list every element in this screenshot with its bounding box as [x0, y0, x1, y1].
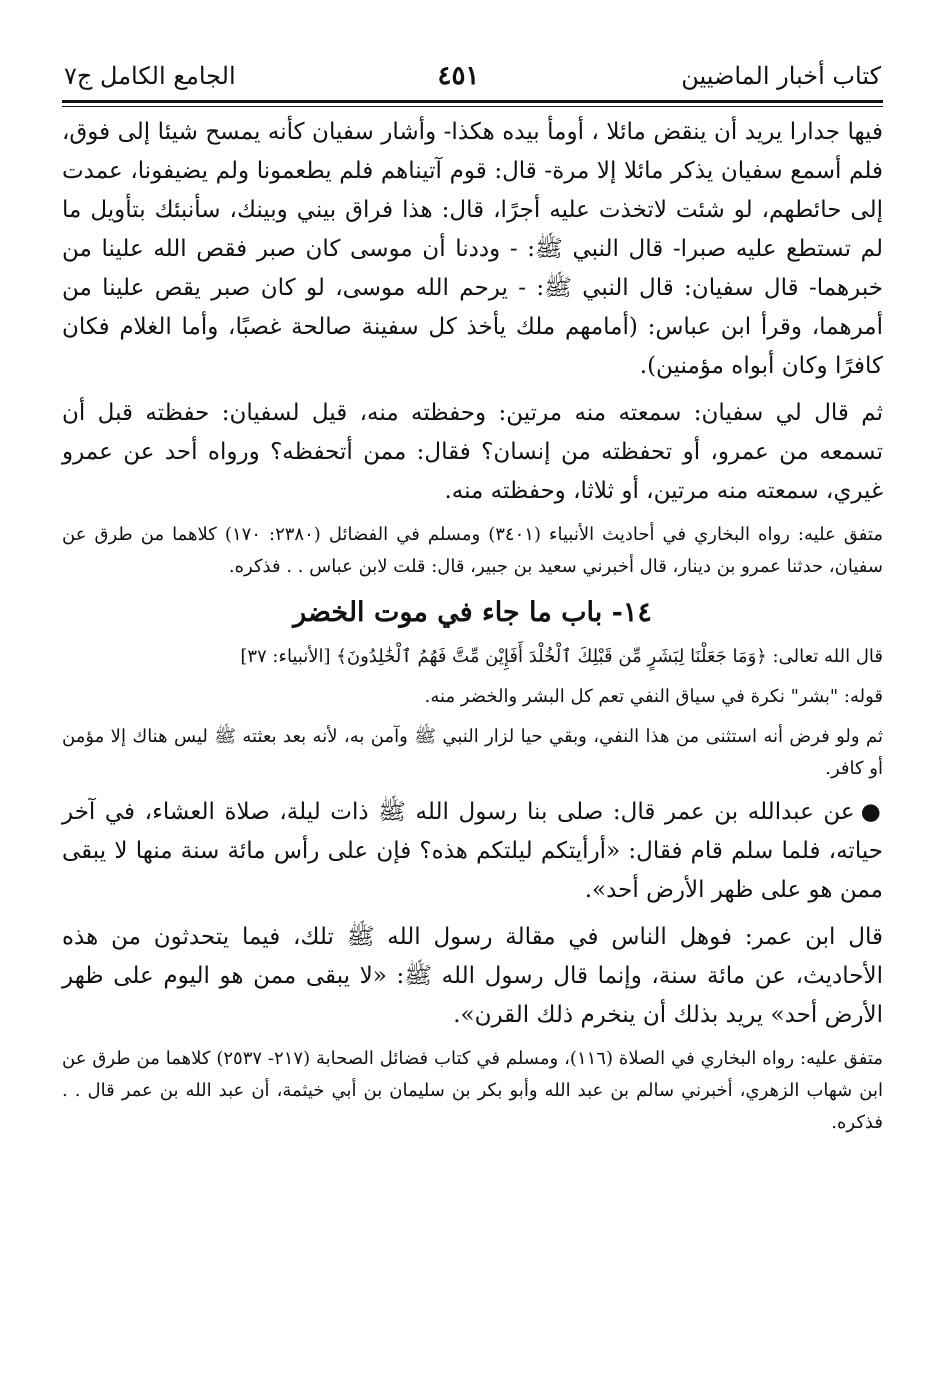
running-title-right: كتاب أخبار الماضيين	[681, 62, 881, 90]
bullet-icon: ●	[860, 799, 883, 825]
chapter-heading: ١٤- باب ما جاء في موت الخضر	[293, 597, 652, 628]
running-title-left: الجامع الكامل ج٧	[64, 62, 236, 90]
commentary-2: ثم ولو فرض أنه استثنى من هذا النفي، وبقي حيا لزار النبي ﷺ وآمن به، لأنه بعد بعثته ﷺ ليس هناك إلا مؤمن أو كافر.	[62, 726, 883, 779]
paragraph-hadith-continuation: فيها جدارا يريد أن ينقض مائلا ، أومأ بيده هكذا- وأشار سفيان كأنه يمسح شيئا إلى فوق، فلم أسمع سفيان يذكر مائلا إلا مرة- قال: قوم آتيناهم فلم يطعمونا ولم يضيفونا، عمدت إلى حائطهم، لو شئت لاتخذت عليه أجرًا، قال: هذا فراق بيني وبينك، سأنبئك بتأويل ما لم تستطع عليه صبرا- قال النبي ﷺ: - وددنا أن موسى كان صبر فقص الله علينا من خبرهما- قال سفيان: قال النبي ﷺ: - يرحم الله موسى، لو كان صبر يقص علينا من أمرهما، وقرأ ابن عباس: (أمامهم ملك يأخذ كل سفينة صالحة غصبًا، وأما الغلام فكان كافرًا وكان أبواه مؤمنين).	[62, 119, 883, 379]
paragraph-sufyan-narration: ثم قال لي سفيان: سمعته منه مرتين: وحفظته منه، قيل لسفيان: حفظته قبل أن تسمعه من عمرو، أو تحفظته من إنسان؟ فقال: ممن أتحفظه؟ ورواه أحد عن عمرو غيري، سمعته منه مرتين، أو ثلاثا، وحفظته منه.	[62, 400, 883, 504]
paragraph-ibn-umar-comment: قال ابن عمر: فوهل الناس في مقالة رسول الله ﷺ تلك، فيما يتحدثون من هذه الأحاديث، عن مائة سنة، وإنما قال رسول الله ﷺ: «لا يبقى ممن هو اليوم على ظهر الأرض أحد» يريد بذلك أن ينخرم ذلك القرن».	[62, 924, 883, 1028]
paragraph-ibn-umar-hadith	[62, 793, 883, 910]
quran-verse: قال الله تعالى: ﴿وَمَا جَعَلْنَا لِبَشَرٍ مِّن قَبْلِكَ ٱلْخُلْدَ أَفَإِيْن مِّتَّ فَهُمُ ٱلْخَٰلِدُونَ﴾ [الأنبياء: ٣٧]	[240, 646, 883, 667]
page-number: ٤٥١	[437, 61, 480, 91]
footnote-takhrij-2: متفق عليه: رواه البخاري في الصلاة (١١٦)، ومسلم في كتاب فضائل الصحابة (٢١٧- ٢٥٣٧) كلاهما من طرق عن ابن شهاب الزهري، أخبرني سالم بن عبد الله وأبو بكر بن سليمان بن أبي خيثمة، أن عبد الله بن عمر قال . . فذكره.	[62, 1048, 883, 1133]
header-rule-thin	[62, 106, 883, 107]
header-rule-thick	[62, 100, 883, 103]
page-header	[62, 60, 883, 98]
commentary-1: قوله: "بشر" نكرة في سياق النفي تعم كل البشر والخضر منه.	[424, 686, 883, 707]
hadith-text: عن عبدالله بن عمر قال: صلى بنا رسول الله ﷺ ذات ليلة، صلاة العشاء، في آخر حياته، فلما سلم قام فقال: «أرأيتكم ليلتكم هذه؟ فإن على رأس مائة سنة منها لا يبقى ممن هو على ظهر الأرض أحد».	[62, 799, 883, 903]
footnote-takhrij-1: متفق عليه: رواه البخاري في أحاديث الأنبياء (٣٤٠١) ومسلم في الفضائل (٢٣٨٠: ١٧٠) كلاهما من طرق عن سفيان، حدثنا عمرو بن دينار، قال أخبرني سعيد بن جبير، قال: قلت لابن عباس . . فذكره.	[62, 524, 883, 577]
